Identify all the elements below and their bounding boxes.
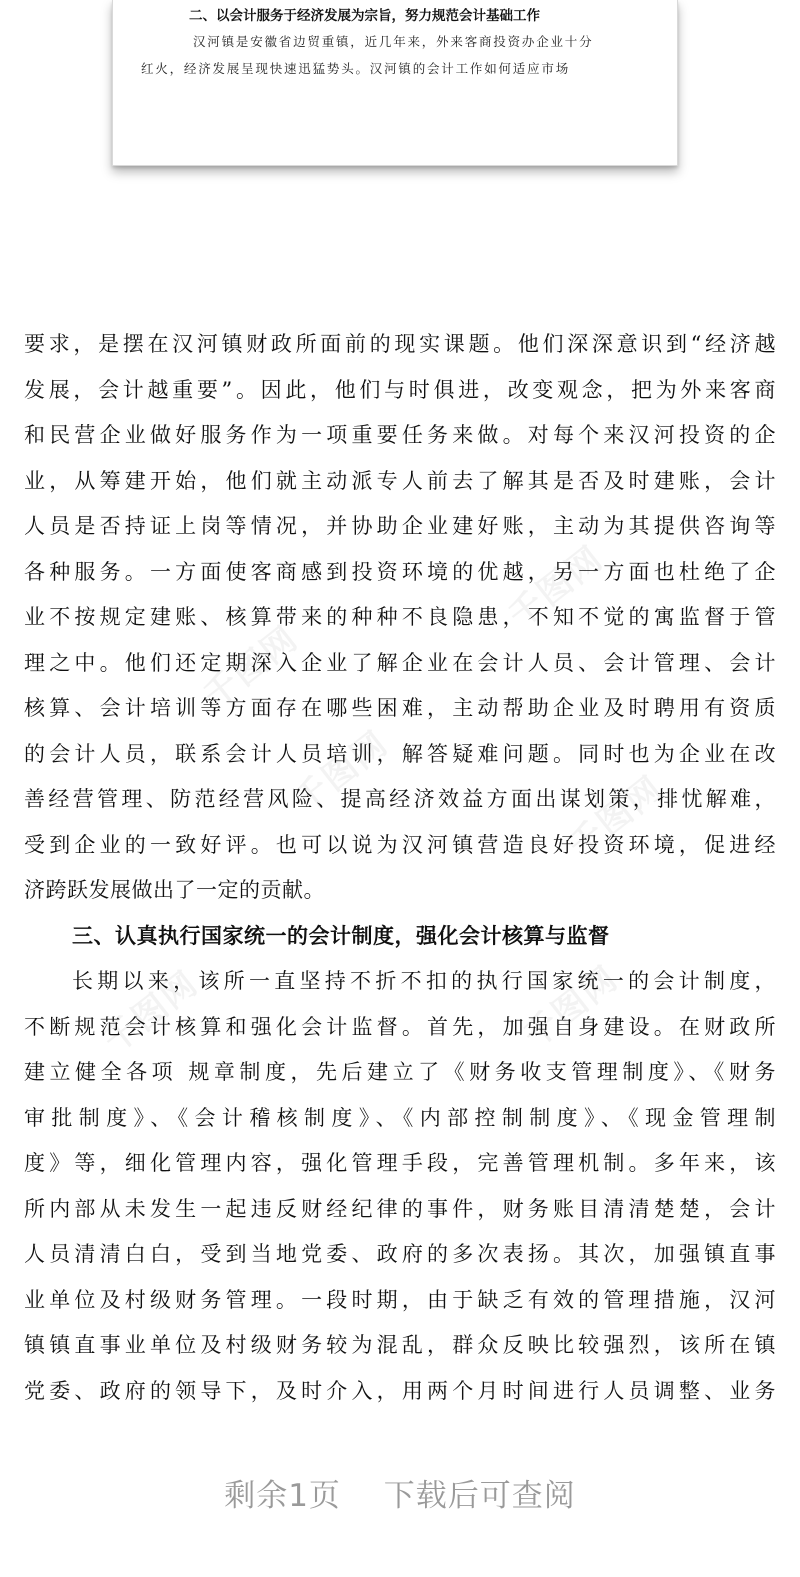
text-line: 长期以来，该所一直坚持不折不扣的执行国家统一的会计制度，	[72, 969, 776, 993]
text-line: 业单位及村级财务管理。一段时期，由于缺乏有效的管理措施，汉河	[24, 1287, 776, 1312]
download-hint: 下载后可查阅	[383, 1478, 576, 1514]
page-preview-card	[112, 0, 678, 166]
text-line: 善经营管理、防范经营风险、提高经济效益方面出谋划策，排忧解难，	[24, 787, 776, 811]
text-line: 所内部从未发生一起违反财经纪律的事件，财务账目清清楚楚，会计	[24, 1196, 776, 1221]
text-line: 人员是否持证上岗等情况，并协助企业建好账，主动为其提供咨询等	[24, 514, 776, 538]
text-line: 和民营企业做好服务作为一项重要任务来做。对每个来汉河投资的企	[24, 423, 776, 447]
text-line: 各种服务。一方面使客商感到投资环境的优越，另一方面也杜绝了企	[24, 559, 776, 584]
text-line: 不断规范会计核算和强化会计监督。首先，加强自身建设。在财政所	[24, 1014, 776, 1039]
watermark: 千图网	[96, 963, 207, 1062]
watermark: 千图网	[561, 768, 672, 867]
text-line: 发展，会计越重要”。因此，他们与时俱进，改变观念，把为外来客商	[24, 377, 776, 402]
preview-line: 红火，经济发展呈现快速迅猛势头。汉河镇的会计工作如何适应市场	[141, 61, 571, 76]
section-heading: 三、认真执行国家统一的会计制度，强化会计核算与监督	[72, 923, 610, 948]
preview-line: 汉河镇是安徽省边贸重镇，近几年来，外来客商投资办企业十分	[193, 34, 594, 49]
text-line: 镇镇直事业单位及村级财务较为混乱，群众反映比较强烈，该所在镇	[24, 1333, 776, 1357]
text-line: 受到企业的一致好评。也可以说为汉河镇营造良好投资环境，促进经	[24, 832, 776, 857]
paragraph-1	[24, 322, 776, 914]
watermark: 千图网	[516, 958, 627, 1057]
paragraph-2	[24, 959, 776, 1414]
text-line: 人员清清白白，受到当地党委、政府的多次表扬。其次，加强镇直事	[24, 1242, 776, 1266]
document-body	[24, 322, 776, 1414]
text-line: 核算、会计培训等方面存在哪些困难，主动帮助企业及时聘用有资质	[24, 696, 776, 720]
watermark: 千图网	[501, 538, 612, 637]
text-line: 度》等，细化管理内容，强化管理手段，完善管理机制。多年来，该	[24, 1151, 776, 1175]
remaining-pages-note[interactable]	[0, 1470, 800, 1515]
text-line: 业不按规定建账、核算带来的种种不良隐患，不知不觉的寓监督于管	[24, 605, 776, 629]
text-line: 要求，是摆在汉河镇财政所面前的现实课题。他们深深意识到“经济越	[24, 332, 776, 356]
watermark: 千图网	[196, 618, 307, 717]
remaining-pages-count: 剩余1页	[224, 1478, 341, 1514]
preview-heading: 二、以会计服务于经济发展为宗旨，努力规范会计基础工作	[189, 8, 540, 24]
text-line: 党委、政府的领导下，及时介入，用两个月时间进行人员调整、业务	[24, 1378, 776, 1403]
text-line: 业，从筹建开始，他们就主动派专人前去了解其是否及时建账，会计	[24, 468, 776, 493]
watermark: 千图网	[286, 723, 397, 822]
text-line: 济跨跃发展做出了一定的贡献。	[24, 878, 325, 902]
text-line: 理之中。他们还定期深入企业了解企业在会计人员、会计管理、会计	[24, 650, 776, 675]
text-line: 的会计人员，联系会计人员培训，解答疑难问题。同时也为企业在改	[24, 741, 776, 766]
text-line: 审批制度》、《会计稽核制度》、《内部控制制度》、《现金管理制	[24, 1105, 776, 1130]
text-line: 建立健全各项 规章制度，先后建立了《财务收支管理制度》、《财务	[24, 1060, 776, 1084]
